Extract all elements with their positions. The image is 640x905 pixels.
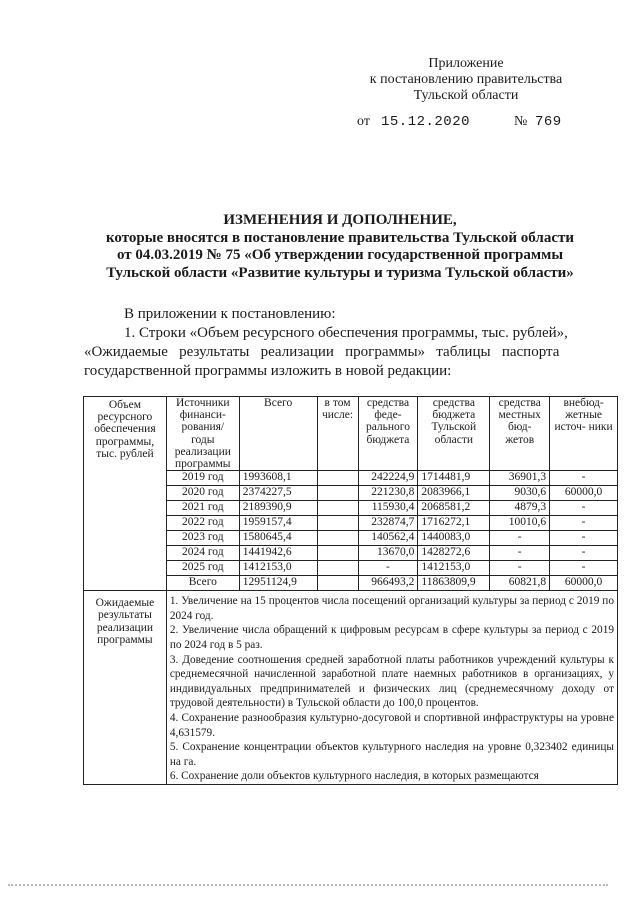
header-federal: средства феде- рального бюджета	[358, 397, 418, 471]
intro-paragraph-2-line-3: государственной программы изложить в новой редакции:	[84, 363, 452, 379]
row-local: 60821,8	[490, 576, 550, 591]
row-including	[317, 531, 358, 546]
row-federal: 140562,4	[358, 531, 418, 546]
title-line-4: Тульской области «Развитие культуры и туризма Тульской области»	[106, 264, 574, 281]
row-regional: 1716272,1	[418, 516, 490, 531]
row-extra: 60000,0	[550, 486, 618, 501]
date-prefix: от	[357, 114, 370, 129]
title-line-1: ИЗМЕНЕНИЯ И ДОПОЛНЕНИЕ,	[223, 212, 457, 228]
resource-row-label: Объем ресурсного обеспечения программы, тыс. рублей	[84, 397, 167, 591]
row-federal: 115930,4	[358, 501, 418, 516]
row-regional: 2083966,1	[418, 486, 490, 501]
row-extra: -	[550, 471, 618, 486]
row-total: 1993608,1	[239, 471, 317, 486]
row-including	[317, 516, 358, 531]
row-total: 1441942,6	[239, 546, 317, 561]
row-federal: -	[358, 561, 418, 576]
row-including	[317, 471, 358, 486]
row-extra: -	[550, 561, 618, 576]
row-federal: 221230,8	[358, 486, 418, 501]
header-total: Всего	[239, 397, 317, 471]
row-year: 2024 год	[166, 546, 239, 561]
row-total: 1412153,0	[239, 561, 317, 576]
row-including	[317, 561, 358, 576]
title-line-2: которые вносятся в постановление правительства Тульской области	[105, 229, 575, 246]
row-extra: 60000,0	[550, 576, 618, 591]
row-regional: 11863809,9	[418, 576, 490, 591]
results-row-label: Ожидаемые результаты реализации программы	[84, 591, 167, 785]
row-year: 2019 год	[166, 471, 239, 486]
row-total: 2374227,5	[239, 486, 317, 501]
result-item-6: 6. Сохранение доли объектов культурного наследия, в которых размещаются	[169, 770, 539, 783]
row-local: 4879,3	[490, 501, 550, 516]
result-item-5: 5. Сохранение концентрации объектов культурного наследия на уровне 0,323402 единицы на га.	[169, 741, 614, 768]
row-local: 36901,3	[490, 471, 550, 486]
row-extra: -	[550, 516, 618, 531]
resolution-date: 15.12.2020	[381, 114, 471, 130]
row-regional: 1440083,0	[418, 531, 490, 546]
header-sources: Источники финанси- рования/ годы реализации программы	[166, 397, 239, 471]
row-including	[317, 546, 358, 561]
row-regional: 1412153,0	[418, 561, 490, 576]
row-federal: 232874,7	[358, 516, 418, 531]
row-year: Всего	[166, 576, 239, 591]
row-federal: 966493,2	[358, 576, 418, 591]
row-local: 10010,6	[490, 516, 550, 531]
result-item-3: 3. Доведение соотношения средней заработной платы работников учреждений культуры к среднемесячной начисленной заработной плате наемных работников в организациях, у индивидуальных предпринимателей и физических лиц (среднемесячному доходу от трудовой деятельности) в Тульской области до 100,0 процентов.	[169, 653, 614, 710]
row-including	[317, 486, 358, 501]
row-local: -	[490, 531, 550, 546]
row-including	[317, 576, 358, 591]
row-regional: 1428272,6	[418, 546, 490, 561]
passport-table	[83, 396, 618, 785]
row-year: 2022 год	[166, 516, 239, 531]
row-total: 1580645,4	[239, 531, 317, 546]
row-federal: 242224,9	[358, 471, 418, 486]
row-local: -	[490, 546, 550, 561]
appendix-line-3: Тульской области	[413, 88, 519, 103]
row-local: 9030,6	[490, 486, 550, 501]
number-prefix: №	[514, 114, 528, 129]
row-extra: -	[550, 501, 618, 516]
document-title	[60, 212, 620, 282]
row-regional: 2068581,2	[418, 501, 490, 516]
results-cell	[166, 591, 617, 785]
appendix-header	[356, 56, 576, 104]
resolution-number: 769	[535, 114, 562, 130]
header-including: в том числе:	[317, 397, 358, 471]
row-local: -	[490, 561, 550, 576]
result-item-1: 1. Увеличение на 15 процентов числа посещений организаций культуры за период с 2019 по 2024 год.	[169, 595, 614, 622]
row-total: 12951124,9	[239, 576, 317, 591]
appendix-line-2: к постановлению правительства	[369, 72, 563, 87]
row-year: 2021 год	[166, 501, 239, 516]
result-item-4: 4. Сохранение разнообразия культурно-досуговой и спортивной инфраструктуры на уровне 4,631579.	[169, 711, 614, 739]
title-line-3: от 04.03.2019 № 75 «Об утверждении государственной программы	[116, 247, 564, 263]
row-including	[317, 501, 358, 516]
intro-paragraph-1: В приложении к постановлению:	[124, 306, 336, 322]
row-year: 2020 год	[166, 486, 239, 501]
header-extra: внебюд- жетные источ- ники	[550, 397, 618, 471]
intro-paragraph-2-line-1: 1. Строки «Объем ресурсного обеспечения программы, тыс. рублей»,	[124, 325, 568, 341]
row-regional: 1714481,9	[418, 471, 490, 486]
row-extra: -	[550, 546, 618, 561]
row-total: 2189390,9	[239, 501, 317, 516]
result-item-2: 2. Увеличение числа обращений к цифровым ресурсам в сфере культуры за период с 2019 по 2024 год в 5 раз.	[169, 624, 614, 651]
appendix-line-1: Приложение	[428, 56, 504, 71]
row-year: 2023 год	[166, 531, 239, 546]
header-local: средства местных бюд- жетов	[490, 397, 550, 471]
row-total: 1959157,4	[239, 516, 317, 531]
intro-paragraph-2-line-2: «Ожидаемые результаты реализации программы» таблицы паспорта	[84, 344, 560, 360]
row-federal: 13670,0	[358, 546, 418, 561]
row-year: 2025 год	[166, 561, 239, 576]
scan-edge-artifact	[8, 884, 608, 888]
row-extra: -	[550, 531, 618, 546]
header-regional: средства бюджета Тульской области	[418, 397, 490, 471]
